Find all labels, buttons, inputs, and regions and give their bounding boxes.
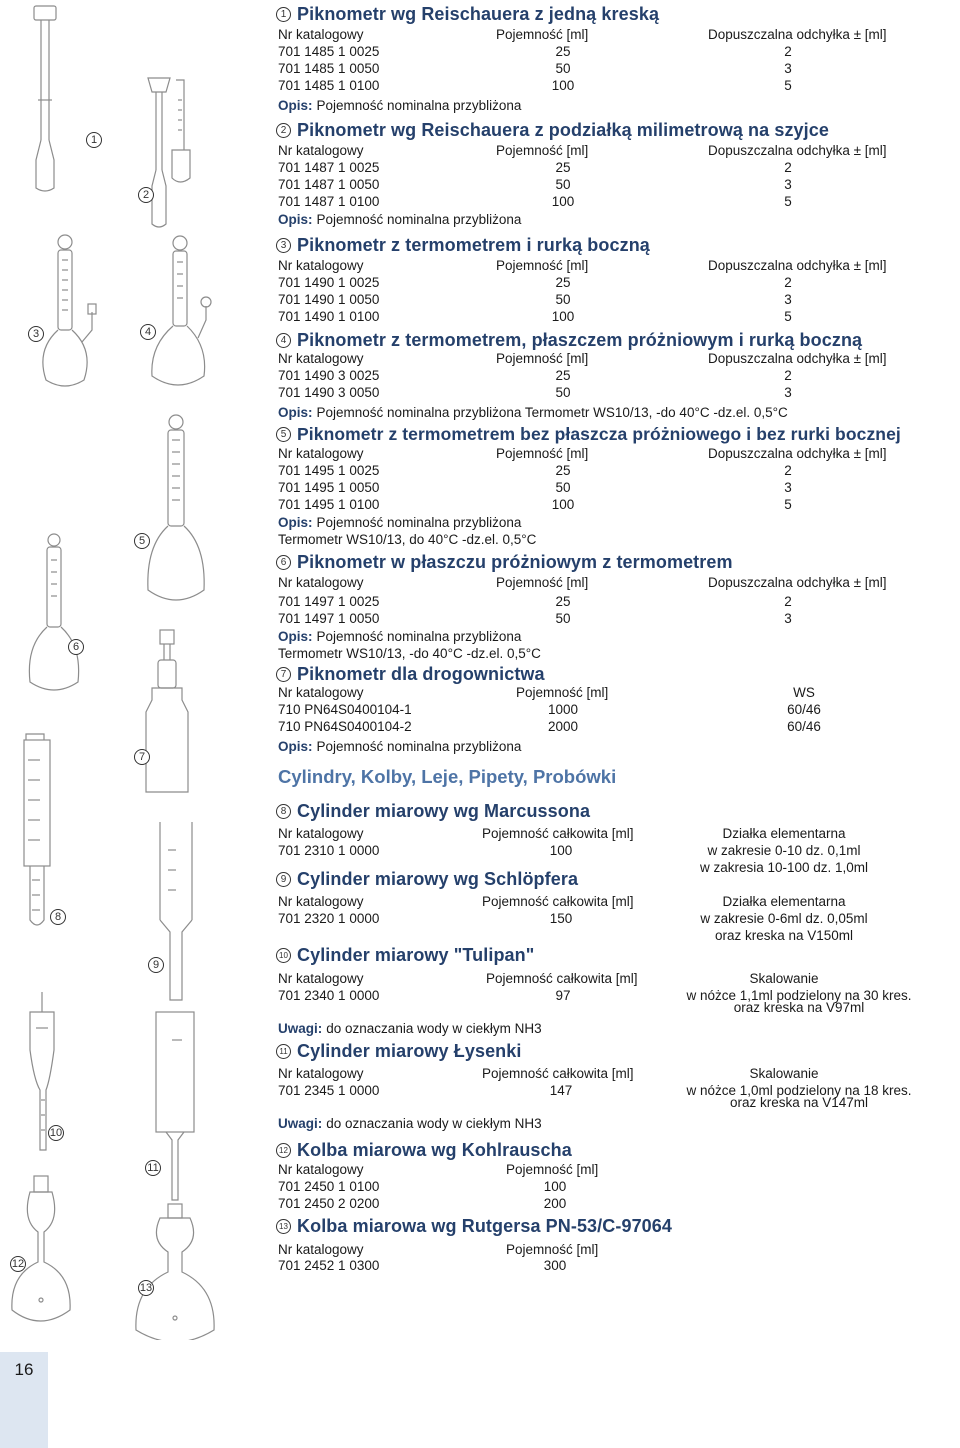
marker-3: 3: [28, 326, 44, 342]
section-10-heading: [276, 943, 534, 967]
table-row: [278, 159, 958, 176]
table-row: [278, 842, 958, 859]
table-row: [278, 593, 958, 610]
cell-capacity: 50: [555, 385, 571, 400]
cell-capacity: 25: [555, 594, 571, 609]
marker-5: 5: [134, 533, 150, 549]
section-13-heading: [276, 1214, 672, 1238]
section-3-heading: [276, 233, 650, 257]
cell-tolerance: 3: [784, 61, 792, 76]
table-header: [278, 1065, 958, 1082]
section-10-title: Cylinder miarowy "Tulipan": [297, 944, 535, 965]
cell-catalog: 701 1495 1 0025: [278, 463, 380, 478]
header-capacity: Pojemność całkowita [ml]: [482, 826, 634, 841]
cell-catalog: 701 1490 1 0025: [278, 275, 380, 290]
cell-capacity: 100: [551, 194, 575, 209]
cell-tolerance: 5: [784, 194, 792, 209]
remarks-label: Uwagi:: [278, 1021, 323, 1036]
cylinder-9-drawing: [160, 822, 192, 1000]
illustration-column: [0, 0, 270, 1340]
glassware-drawings: [0, 0, 270, 1340]
header-tolerance: Dopuszczalna odchyłka ± [ml]: [708, 143, 887, 158]
marker-11: 11: [145, 1160, 161, 1176]
header-capacity: Pojemność [ml]: [506, 1162, 599, 1177]
cell-scale: w nóżce 1,0ml podzielony na 18 kres.: [686, 1083, 912, 1098]
page-number-tab: [0, 1352, 48, 1448]
cell-division: w zakresie 0-10 dz. 0,1ml: [707, 843, 861, 858]
section-8-heading: [276, 799, 590, 823]
pycnometer-7-drawing: [146, 630, 188, 792]
section-2-heading: [276, 118, 829, 142]
section-10-number: 10: [276, 948, 291, 963]
remarks-text: do oznaczania wody w ciekłym NH3: [326, 1021, 542, 1036]
cell-tolerance: 3: [784, 292, 792, 307]
pycnometer-2-drawing: [148, 78, 190, 227]
table-header: [278, 684, 958, 701]
table-row: [278, 701, 958, 718]
table-row: [278, 462, 958, 479]
marker-12: 12: [11, 1258, 25, 1270]
cell-tolerance: 3: [784, 480, 792, 495]
section-9-title: Cylinder miarowy wg Schlöpfera: [297, 868, 579, 889]
cell-capacity: 200: [543, 1196, 567, 1211]
section-12-number: 12: [276, 1143, 291, 1158]
section-5-number: 5: [276, 427, 291, 442]
section-7-title: Piknometr dla drogownictwa: [297, 663, 545, 684]
section-6-title: Piknometr w płaszczu próżniowym z termometrem: [297, 551, 733, 572]
table-row: [278, 274, 958, 291]
section-8-title: Cylinder miarowy wg Marcussona: [297, 800, 591, 821]
description-label: Opis:: [278, 629, 313, 644]
header-tolerance: Dopuszczalna odchyłka ± [ml]: [708, 27, 887, 42]
cell-capacity: 25: [555, 44, 571, 59]
header-capacity: Pojemność całkowita [ml]: [486, 971, 638, 986]
description-text: Pojemność nominalna przybliżona: [316, 629, 522, 644]
cell-capacity: 50: [555, 480, 571, 495]
marker-13: 13: [139, 1282, 153, 1294]
table-header: [278, 142, 958, 159]
description-note: [278, 628, 521, 645]
cell-catalog: 710 PN64S0400104-2: [278, 719, 412, 734]
section-13-number: 13: [276, 1219, 291, 1234]
header-capacity: Pojemność [ml]: [496, 27, 589, 42]
section-3-number: 3: [276, 238, 291, 253]
marker-7: 7: [134, 749, 150, 765]
section-11-number: 11: [276, 1044, 291, 1059]
description-text: Pojemność nominalna przybliżona: [316, 739, 522, 754]
flask-13-drawing: [136, 1204, 214, 1340]
page-number: 16: [14, 1360, 34, 1379]
description-note: [278, 514, 521, 531]
cell-catalog: 701 1485 1 0025: [278, 44, 380, 59]
cell-capacity: 25: [555, 463, 571, 478]
table-header: [278, 825, 958, 842]
marker-9: 9: [148, 957, 164, 973]
cell-catalog: 701 2320 1 0000: [278, 911, 380, 926]
description-text: Pojemność nominalna przybliżona: [316, 98, 522, 113]
cell-capacity: 50: [555, 177, 571, 192]
section-11-title: Cylinder miarowy Łysenki: [297, 1040, 522, 1061]
header-division: Działka elementarna: [722, 894, 846, 909]
table-header: [278, 893, 958, 910]
cell-catalog: 701 1487 1 0050: [278, 177, 380, 192]
description-note: [278, 211, 521, 228]
cell-tolerance: 2: [784, 275, 792, 290]
description-label: Opis:: [278, 212, 313, 227]
cell-scale: w nóżce 1,1ml podzielony na 30 kres.: [686, 988, 912, 1003]
table-row: [278, 610, 958, 627]
section-3-title: Piknometr z termometrem i rurką boczną: [297, 234, 650, 255]
section-2-title: Piknometr wg Reischauera z podziałką milimetrową na szyjce: [297, 119, 829, 140]
cell-catalog: 701 2310 1 0000: [278, 843, 380, 858]
table-row-continued: [278, 927, 958, 944]
table-header: [278, 970, 958, 987]
cell-catalog: 701 1497 1 0025: [278, 594, 380, 609]
description-text: Pojemność nominalna przybliżona Termometr WS10/13, -do 40°C -dz.el. 0,5°C: [316, 405, 788, 420]
table-row: [278, 496, 958, 513]
remarks-note: [278, 1115, 542, 1132]
cell-division: w zakresie 0-6ml dz. 0,05ml: [700, 911, 868, 926]
cell-catalog: 710 PN64S0400104-1: [278, 702, 412, 717]
cell-capacity: 100: [543, 1179, 567, 1194]
thermometer-note: Termometr WS10/13, do 40°C -dz.el. 0,5°C: [278, 532, 537, 547]
cell-capacity: 1000: [547, 702, 579, 717]
section-1-heading: [276, 2, 659, 26]
pycnometer-5-drawing: [148, 415, 204, 600]
cell-division-2: oraz kreska na V150ml: [714, 928, 854, 943]
cell-tolerance: 2: [784, 594, 792, 609]
description-text: Pojemność nominalna przybliżona: [316, 212, 522, 227]
header-capacity: Pojemność [ml]: [496, 575, 589, 590]
table-row: [278, 60, 958, 77]
section-11-heading: [276, 1039, 521, 1063]
cell-capacity: 25: [555, 275, 571, 290]
pycnometer-1-drawing: [34, 6, 56, 191]
pycnometer-4-drawing: [152, 236, 211, 385]
table-row: [278, 384, 958, 401]
cell-scale-2: oraz kreska na V147ml: [729, 1095, 869, 1110]
description-text: Pojemność nominalna przybliżona: [316, 515, 522, 530]
table-row-continued: [278, 999, 958, 1016]
marker-1: 1: [86, 132, 102, 148]
cell-tolerance: 3: [784, 177, 792, 192]
header-division: Działka elementarna: [722, 826, 846, 841]
cell-capacity: 100: [551, 497, 575, 512]
cell-catalog: 701 1495 1 0050: [278, 480, 380, 495]
section-1-number: 1: [276, 7, 291, 22]
table-row: [278, 193, 958, 210]
cell-catalog: 701 1490 1 0100: [278, 309, 380, 324]
table-row-continued: [278, 1094, 958, 1111]
table-header: [278, 257, 958, 274]
cell-catalog: 701 1490 3 0025: [278, 368, 380, 383]
header-catalog: Nr katalogowy: [278, 1162, 364, 1177]
header-catalog: Nr katalogowy: [278, 894, 364, 909]
description-label: Opis:: [278, 98, 313, 113]
section-4-title: Piknometr z termometrem, płaszczem próżniowym i rurką boczną: [297, 329, 863, 350]
cell-catalog: 701 2450 1 0100: [278, 1179, 380, 1194]
header-catalog: Nr katalogowy: [278, 575, 364, 590]
header-capacity: Pojemność [ml]: [496, 351, 589, 366]
table-header: [278, 26, 958, 43]
cell-catalog: 701 1487 1 0025: [278, 160, 380, 175]
cell-division-2: w zakresia 10-100 dz. 1,0ml: [699, 860, 869, 875]
cell-capacity: 97: [555, 988, 571, 1003]
table-row: [278, 1257, 958, 1274]
table-row: [278, 291, 958, 308]
header-catalog: Nr katalogowy: [278, 143, 364, 158]
cylinder-8-drawing: [24, 734, 50, 925]
table-row: [278, 910, 958, 927]
description-note: [278, 404, 788, 421]
cell-catalog: 701 1487 1 0100: [278, 194, 380, 209]
cell-catalog: 701 2452 1 0300: [278, 1258, 380, 1273]
category-heading: Cylindry, Kolby, Leje, Pipety, Probówki: [278, 766, 617, 787]
header-tolerance: Dopuszczalna odchyłka ± [ml]: [708, 258, 887, 273]
marker-10: 10: [49, 1127, 63, 1139]
table-row: [278, 308, 958, 325]
table-row: [278, 176, 958, 193]
header-capacity: Pojemność całkowita [ml]: [482, 1066, 634, 1081]
header-tolerance: Dopuszczalna odchyłka ± [ml]: [708, 446, 887, 461]
remarks-text: do oznaczania wody w ciekłym NH3: [326, 1116, 542, 1131]
marker-2: 2: [138, 187, 154, 203]
header-catalog: Nr katalogowy: [278, 1242, 364, 1257]
cell-ws: 60/46: [787, 702, 821, 717]
marker-6: 6: [68, 639, 84, 655]
thermometer-note: Termometr WS10/13, -do 40°C -dz.el. 0,5°C: [278, 646, 541, 661]
cell-ws: 60/46: [787, 719, 821, 734]
table-row: [278, 1178, 958, 1195]
cell-capacity: 2000: [547, 719, 579, 734]
header-catalog: Nr katalogowy: [278, 446, 364, 461]
cell-capacity: 25: [555, 368, 571, 383]
cell-catalog: 701 2345 1 0000: [278, 1083, 380, 1098]
cell-capacity: 300: [543, 1258, 567, 1273]
section-12-heading: [276, 1138, 572, 1162]
cylinder-11-drawing: [156, 1012, 194, 1200]
section-9-number: 9: [276, 872, 291, 887]
section-5-title: Piknometr z termometrem bez płaszcza próżniowego i bez rurki bocznej: [297, 423, 901, 444]
header-catalog: Nr katalogowy: [278, 258, 364, 273]
header-capacity: Pojemność [ml]: [496, 143, 589, 158]
cell-scale-2: oraz kreska na V97ml: [733, 1000, 865, 1015]
section-1-title: Piknometr wg Reischauera z jedną kreską: [297, 3, 660, 24]
cell-tolerance: 5: [784, 78, 792, 93]
header-scale: Skalowanie: [749, 971, 819, 986]
cell-catalog: 701 2450 2 0200: [278, 1196, 380, 1211]
header-capacity: Pojemność całkowita [ml]: [482, 894, 634, 909]
cell-capacity: 50: [555, 292, 571, 307]
header-capacity: Pojemność [ml]: [496, 258, 589, 273]
table-row: [278, 1195, 958, 1212]
section-6-number: 6: [276, 555, 291, 570]
section-13-title: Kolba miarowa wg Rutgersa PN-53/C-97064: [297, 1215, 673, 1236]
cell-tolerance: 2: [784, 368, 792, 383]
section-5-heading: [276, 422, 901, 446]
cell-catalog: 701 1490 3 0050: [278, 385, 380, 400]
cell-capacity: 147: [549, 1083, 573, 1098]
section-4-heading: [276, 328, 862, 352]
table-header: [278, 1241, 958, 1258]
cell-catalog: 701 2340 1 0000: [278, 988, 380, 1003]
table-row: [278, 718, 958, 735]
cell-tolerance: 2: [784, 463, 792, 478]
pycnometer-6-drawing: [29, 534, 78, 690]
cell-capacity: 100: [551, 78, 575, 93]
description-label: Opis:: [278, 739, 313, 754]
cell-capacity: 25: [555, 160, 571, 175]
cell-tolerance: 3: [784, 611, 792, 626]
cell-catalog: 701 1485 1 0100: [278, 78, 380, 93]
description-note: [278, 97, 521, 114]
table-header: [278, 445, 958, 462]
header-capacity: Pojemność [ml]: [516, 685, 609, 700]
table-row: [278, 77, 958, 94]
remarks-note: [278, 1020, 542, 1037]
description-label: Opis:: [278, 405, 313, 420]
header-capacity: Pojemność [ml]: [506, 1242, 599, 1257]
header-ws: WS: [793, 685, 815, 700]
section-7-number: 7: [276, 667, 291, 682]
table-row: [278, 367, 958, 384]
table-row: [278, 479, 958, 496]
table-header: [278, 574, 958, 591]
header-tolerance: Dopuszczalna odchyłka ± [ml]: [708, 351, 887, 366]
cell-capacity: 100: [549, 843, 573, 858]
cell-tolerance: 5: [784, 497, 792, 512]
header-catalog: Nr katalogowy: [278, 685, 364, 700]
header-catalog: Nr katalogowy: [278, 351, 364, 366]
section-8-number: 8: [276, 804, 291, 819]
header-tolerance: Dopuszczalna odchyłka ± [ml]: [708, 575, 887, 590]
remarks-label: Uwagi:: [278, 1116, 323, 1131]
section-4-number: 4: [276, 333, 291, 348]
header-scale: Skalowanie: [749, 1066, 819, 1081]
pycnometer-3-drawing: [43, 235, 96, 386]
header-capacity: Pojemność [ml]: [496, 446, 589, 461]
table-header: [278, 1161, 958, 1178]
cell-catalog: 701 1497 1 0050: [278, 611, 380, 626]
cell-catalog: 701 1490 1 0050: [278, 292, 380, 307]
marker-4: 4: [140, 324, 156, 340]
cell-capacity: 50: [555, 61, 571, 76]
cell-capacity: 100: [551, 309, 575, 324]
cell-capacity: 150: [549, 911, 573, 926]
section-7-heading: [276, 662, 545, 686]
cell-catalog: 701 1495 1 0100: [278, 497, 380, 512]
table-header: [278, 350, 958, 367]
section-6-heading: [276, 550, 733, 574]
cell-capacity: 50: [555, 611, 571, 626]
header-catalog: Nr katalogowy: [278, 1066, 364, 1081]
cell-tolerance: 5: [784, 309, 792, 324]
description-label: Opis:: [278, 515, 313, 530]
section-2-number: 2: [276, 123, 291, 138]
section-12-title: Kolba miarowa wg Kohlrauscha: [297, 1139, 572, 1160]
description-note: [278, 738, 521, 755]
header-catalog: Nr katalogowy: [278, 971, 364, 986]
flask-12-drawing: [12, 1176, 70, 1321]
header-catalog: Nr katalogowy: [278, 826, 364, 841]
cell-catalog: 701 1485 1 0050: [278, 61, 380, 76]
cell-tolerance: 2: [784, 44, 792, 59]
section-9-heading: [276, 867, 578, 891]
marker-8: 8: [50, 909, 66, 925]
header-catalog: Nr katalogowy: [278, 27, 364, 42]
table-row: [278, 43, 958, 60]
cell-tolerance: 3: [784, 385, 792, 400]
cell-tolerance: 2: [784, 160, 792, 175]
